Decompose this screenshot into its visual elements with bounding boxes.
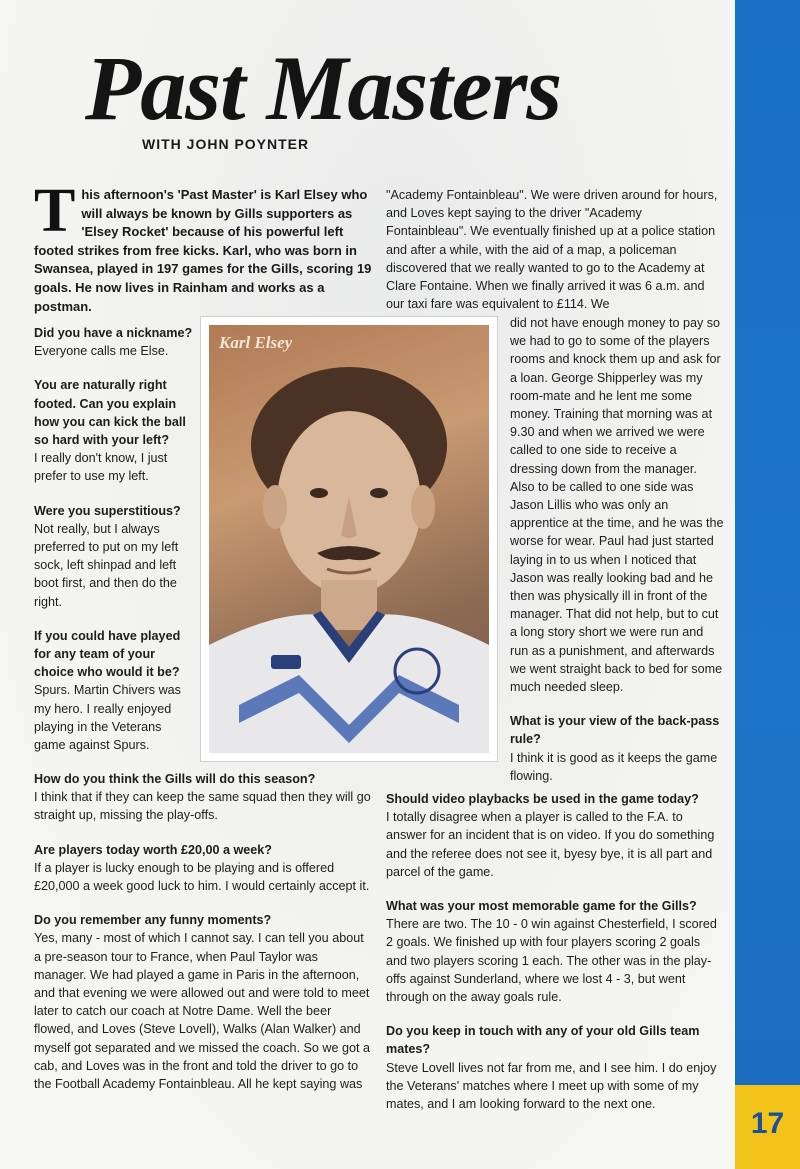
photo-caption: Karl Elsey	[219, 333, 293, 352]
qa-block	[34, 502, 194, 611]
answer: I really don't know, I just prefer to use my left.	[34, 451, 168, 484]
story-text: did not have enough money to pay so we had to go to some of the players rooms and knock them up and ask for a loan. George Shipperley was my room-mate and he lent me some money. Training that morning was at 9.30 and when we arrived we were called to one side to receive a dressing down from the manager. Also to be called to one side was Jason Lillis who was only an apprentice at the time, and he was the worse for wear. Paul had just started laying in to us when I noticed that Jason was really looking bad and he then was physically ill in front of the manager. That did not help, but to cut a long story short we were run and run as a punishment, and afterwards we went straight back to bed for some much needed sleep.	[510, 316, 724, 695]
left-narrow-column	[34, 324, 194, 770]
qa-block	[510, 712, 724, 785]
intro-text: his afternoon's 'Past Master' is Karl Elsey who will always be known by Gills supporters as 'Elsey Rocket' because of his powerful left footed strikes from free kicks. Karl, who was born in Swansea, played in 197 games for the Gills, scoring 19 goals. He now lives in Rainham and works as a postman.	[34, 187, 372, 314]
right-top-text	[386, 186, 724, 313]
qa-block	[386, 790, 724, 881]
story-block	[510, 314, 724, 696]
answer: I totally disagree when a player is called to the F.A. to answer for an incident that is on video. If you do something and the referee does not see it, byesy bye, it is all part and parcel of the game.	[386, 810, 715, 879]
left-wide-column	[34, 770, 372, 1109]
qa-block	[386, 1022, 724, 1113]
answer: Everyone calls me Else.	[34, 344, 169, 359]
qa-block	[386, 897, 724, 1006]
answer: Spurs. Martin Chivers was my hero. I really enjoyed playing in the Veterans game against Spurs.	[34, 683, 181, 753]
right-wide-column	[386, 790, 724, 1129]
byline: WITH JOHN POYNTER	[142, 136, 310, 152]
question: Were you superstitious?	[34, 503, 181, 518]
qa-block	[34, 627, 194, 754]
answer: Steve Lovell lives not far from me, and I see him. I do enjoy the Veterans' matches where I meet up with some of my mates, and I am looking forward to the next one.	[386, 1060, 717, 1112]
question: You are naturally right footed. Can you explain how you can kick the ball so hard with your left?	[34, 378, 186, 448]
question: If you could have played for any team of your choice who would it be?	[34, 628, 181, 680]
question: Should video playbacks be used in the game today?	[386, 792, 699, 806]
qa-block	[34, 376, 194, 485]
answer: I think it is good as it keeps the game flowing.	[510, 750, 718, 783]
qa-block	[34, 841, 372, 896]
answer: There are two. The 10 - 0 win against Chesterfield, I scored 2 goals. We finished up with four players scoring 2 goals and two players scoring 1 each. The other was in the play-offs against Sunderland, where we lost 4 - 3, but went through on the away goals rule.	[386, 917, 717, 1005]
right-narrow-column	[510, 314, 724, 801]
side-color-bar	[735, 0, 800, 1169]
question: Are players today worth £20,00 a week?	[34, 842, 272, 857]
intro-paragraph	[34, 177, 374, 316]
answer: If a player is lucky enough to be playing and is offered £20,000 a week good luck to him. I would certainly accept it.	[34, 860, 370, 894]
question: What was your most memorable game for the Gills?	[386, 899, 697, 914]
page-number-box	[735, 1085, 800, 1169]
qa-block	[34, 911, 372, 1093]
drop-cap: T	[34, 177, 76, 245]
qa-block	[34, 324, 194, 360]
page-number: 17	[750, 1107, 785, 1140]
answer: Not really, but I always preferred to put on my left sock, left shinpad and left boot first, and then do the right.	[34, 521, 179, 609]
story-continuation: "Academy Fontainbleau". We were driven around for hours, and Loves kept saying to the driver "Academy Fontainbleau". We eventually finished up at a police station and after a while, with the aid of a map, a policeman discovered that we really wanted to go to the Academy at Clare Fontaine. When we finally arrived it was 6 a.m. and our taxi fare was equivalent to £114. We	[386, 188, 718, 312]
question: What is your view of the back-pass rule?	[510, 714, 720, 747]
question: Did you have a nickname?	[34, 326, 193, 340]
page-title: Past Masters	[85, 37, 562, 139]
question: Do you keep in touch with any of your old Gills team mates?	[386, 1024, 700, 1057]
player-photo-frame	[200, 316, 498, 762]
answer: I think that if they can keep the same squad then they will go straight up, missing the play-offs.	[34, 790, 371, 823]
question: Do you remember any funny moments?	[34, 913, 272, 928]
question: How do you think the Gills will do this season?	[34, 772, 316, 786]
answer: Yes, many - most of which I cannot say. I can tell you about a pre-season tour to France, when Paul Taylor was manager. We had played a game in Paris in the afternoon, and that evening we were allowed out and were told to meet later to catch our coach at Notre Dame. Well the beer flowed, and Loves (Steve Lovell), Walks (Alan Walker) and myself got separated and we missed the coach. So we got a cab, and Loves was in the front and told the driver to go to the Football Academy Fontainbleau. All he kept saying was	[34, 931, 371, 1092]
player-photo	[209, 325, 489, 753]
player-portrait-illustration	[209, 325, 489, 753]
qa-block	[34, 770, 372, 825]
